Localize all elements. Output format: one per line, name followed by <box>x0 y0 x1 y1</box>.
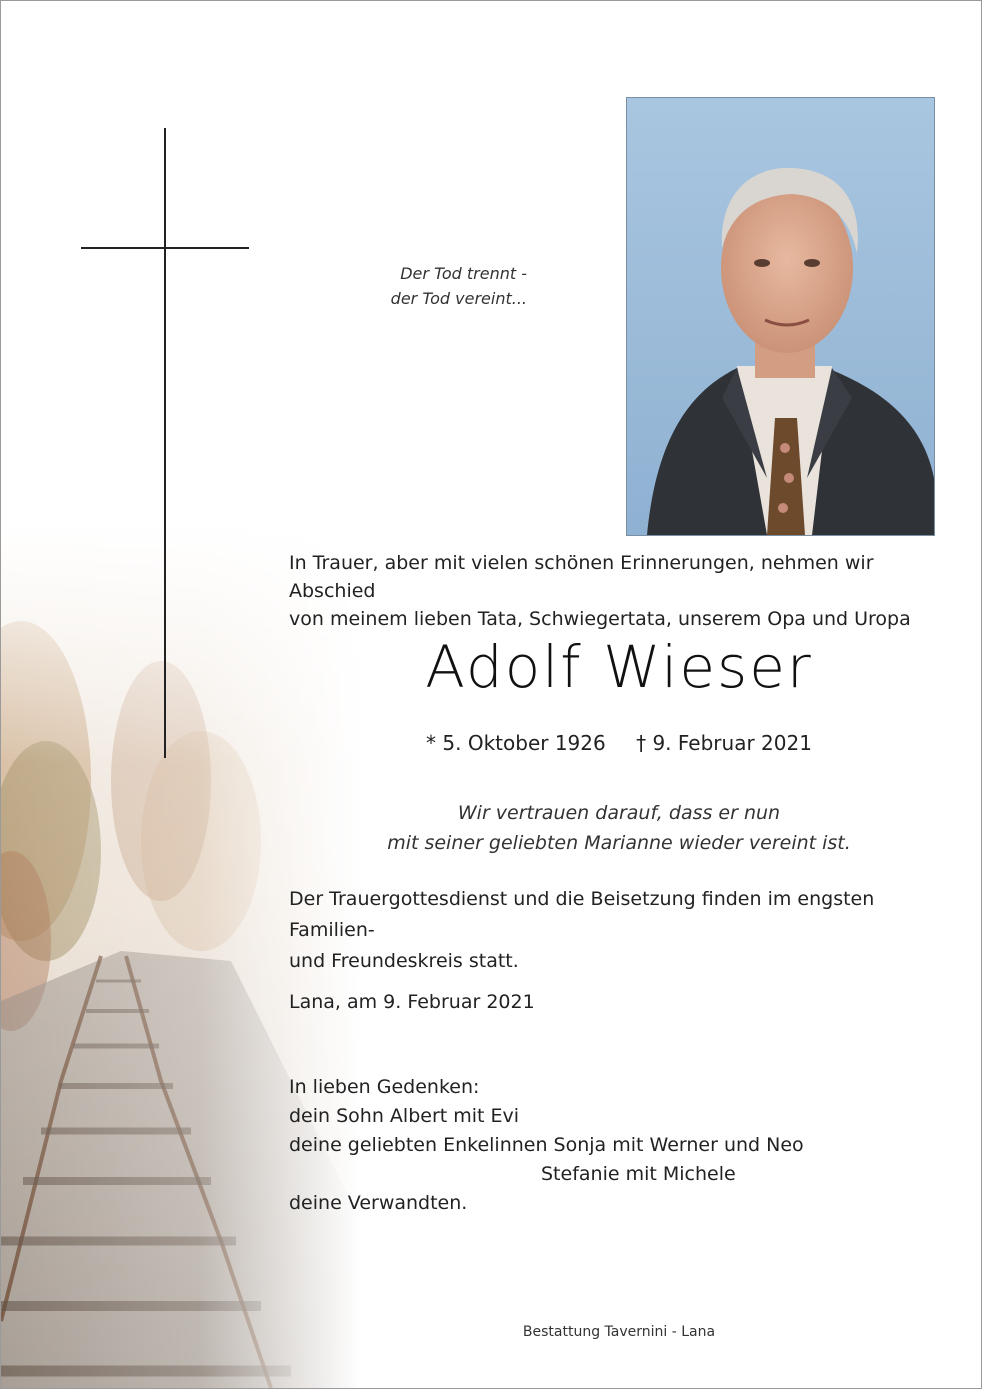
portrait-photo <box>626 97 935 536</box>
mourner-line: dein Sohn Albert mit Evi <box>289 1105 520 1127</box>
deceased-name: Adolf Wieser <box>425 633 813 701</box>
service-line-2: und Freundeskreis statt. <box>289 950 519 972</box>
mourner-line: deine Verwandten. <box>289 1192 468 1214</box>
service-line-1: Der Trauergottesdienst und die Beisetzung finden im engsten Familien- <box>289 888 875 941</box>
cross-vertical-line <box>164 128 166 758</box>
death-date: † 9. Februar 2021 <box>636 731 812 755</box>
service-notice <box>289 884 959 977</box>
birth-date: * 5. Oktober 1926 <box>426 731 606 755</box>
quote-line-2: mit seiner geliebten Marianne wieder vereint ist. <box>387 832 851 854</box>
quote-line-1: Wir vertrauen darauf, dass er nun <box>457 802 781 824</box>
place-date: Lana, am 9. Februar 2021 <box>289 991 535 1013</box>
mourners-list <box>289 1073 889 1218</box>
quote <box>289 798 949 858</box>
motto-line-2: der Tod vereint... <box>390 289 527 308</box>
intro-line-2: von meinem lieben Tata, Schwiegertata, unserem Opa und Uropa <box>289 608 911 630</box>
mourner-line: deine geliebten Enkelinnen Sonja mit Werner und Neo <box>289 1134 804 1156</box>
motto <box>341 261 527 311</box>
cross-horizontal-line <box>81 247 249 249</box>
funeral-home-footer: Bestattung Tavernini - Lana <box>522 1324 716 1340</box>
intro-text <box>289 549 949 633</box>
mourners-heading: In lieben Gedenken: <box>289 1076 480 1098</box>
intro-line-1: In Trauer, aber mit vielen schönen Erinnerungen, nehmen wir Abschied <box>289 552 874 602</box>
mourner-line: Stefanie mit Michele <box>541 1163 736 1185</box>
motto-line-1: Der Tod trennt - <box>400 264 527 283</box>
life-dates <box>289 731 949 755</box>
